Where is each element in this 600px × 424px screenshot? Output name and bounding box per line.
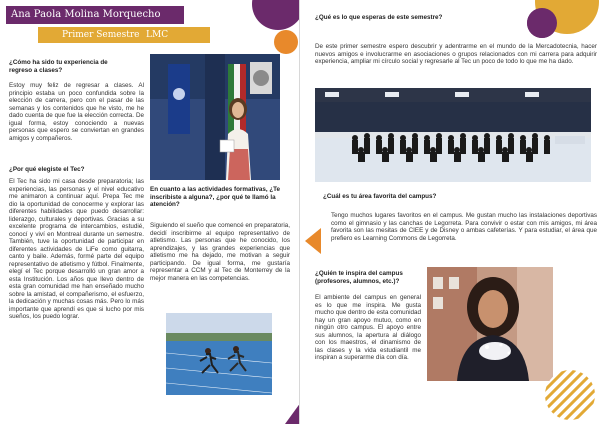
portrait-photo-art [427,267,553,381]
orange-pointer-triangle [305,228,321,254]
purple-circle-decoration [252,0,300,30]
purple-circle-front [527,8,557,38]
right-page [301,0,600,424]
striped-circle-decoration [545,370,595,420]
athletics-photo [166,313,272,395]
answer-inspiration: El ambiente del campus en general es lo que me inspira. Me gusta mucho que dentro de esta comunidad hay un gran apoyo mutuo, como en ningún otro campus. El apoyo entre sus alumnos, la apertura al diálogo con los maestros, el dinamismo de las clases y la vida estudiantil me inspiran a superarme día con día. [315,294,421,361]
question-inspiration: ¿Quién te inspira del campus (profesores, alumnos, etc.)? [315,270,403,285]
question-why-tec: ¿Por qué elegiste el Tec? [9,166,85,173]
purple-corner-triangle [285,402,300,424]
answer-favorite-area: Tengo muchos lugares favoritos en el campus. Me gustan mucho las instalaciones deportivas como el gimnasio y las canchas de Legorreta. Para convivir o estar con mis amigos, mi área favorita son las mesitas de CIEE y de Disney o ambas cafeterías. Y para estudiar, el área que prefiero es Learning Commons de Legorreta. [331,212,597,242]
semester-bar [38,27,210,43]
answer-expectations: De este primer semestre espero descubrir y adentrarme en el mundo de la Mercadotecnia, hacer nuevos amigos e involucrarme en asociaciones o grupos relacionados con mi carrera para adquirir experiencia, ampliar mi círculo social y regresarle al Tec un poco de todo lo que me ha dado. [315,43,597,65]
group-photo [315,88,591,182]
stripes-art [545,370,595,420]
question-activities: En cuanto a las actividades formativas, ¿Te inscribiste a alguna?, ¿por qué te llamó la atención? [150,186,281,209]
athletics-photo-art [166,313,272,395]
answer-why-tec: El Tec ha sido mi casa desde preparatoria; las experiencias, las personas y el nivel educativo me animaron a continuar aquí. Prepa Tec me dio la oportunidad de conocerme y explorar las diferentes habilidades que puedo desarrollar: liderazgo, culturales y deportivas. Gracias a su excelente programa de intercambios, estudié, conocí y viví en Montreal durante un semestre. También, tuve la oportunidad de participar en diferentes actividades de LiFe como guitarra, canto y baile. Además, formé parte del equipo representativo de atletismo y fútbol. Finalmente, elegí el Tec porque desarrolló un gran amor a esta Institución. Los años que llevo dentro de esta gran comunidad me han enseñado mucho sobre la amistad, el compañerismo, el esfuerzo, la dedicación y muchas cosas más. Pero lo más importante que aprendí es que si lucho por mis sueños, los puedo lograr. [9,178,144,320]
answer-activities: Siguiendo el sueño que comencé en preparatoria, decidí inscribirme al equipo representativo de atletismo. Las personas que he conocido, los aprendizajes, y las grandes experiencias que atletismo me ha dejado, me motivan a seguir participando. De igual forma, me gustaría representar a CCM y al Tec de Monterrey de la mejor manera en las competencias. [150,222,290,282]
graduation-photo [150,54,280,180]
name-bar-tail [176,6,184,24]
orange-circle-decoration [274,30,298,54]
group-photo-art [315,88,591,182]
semester-label: Primer Semestre [62,30,140,40]
question-return: ¿Cómo ha sido tu experiencia de regreso a clases? [9,59,108,74]
question-expectations: ¿Qué es lo que esperas de este semestre? [315,14,443,21]
answer-return: Estoy muy feliz de regresar a clases. Al principio estaba un poco confundida sobre la elección de carrera, pero con el pasar de las semanas y los contenidos que he visto, me he dado cuenta de que fue la elección correcta. De igual forma, estoy conociendo a nuevas personas que espero se conviertan en grandes amigos y compañeros. [9,82,144,142]
graduation-photo-art [150,54,280,180]
portrait-photo [427,267,553,381]
question-favorite-area: ¿Cuál es tu área favorita del campus? [323,193,437,200]
student-name: Ana Paola Molina Morquecho [6,6,176,24]
program-label: LMC [146,30,169,40]
